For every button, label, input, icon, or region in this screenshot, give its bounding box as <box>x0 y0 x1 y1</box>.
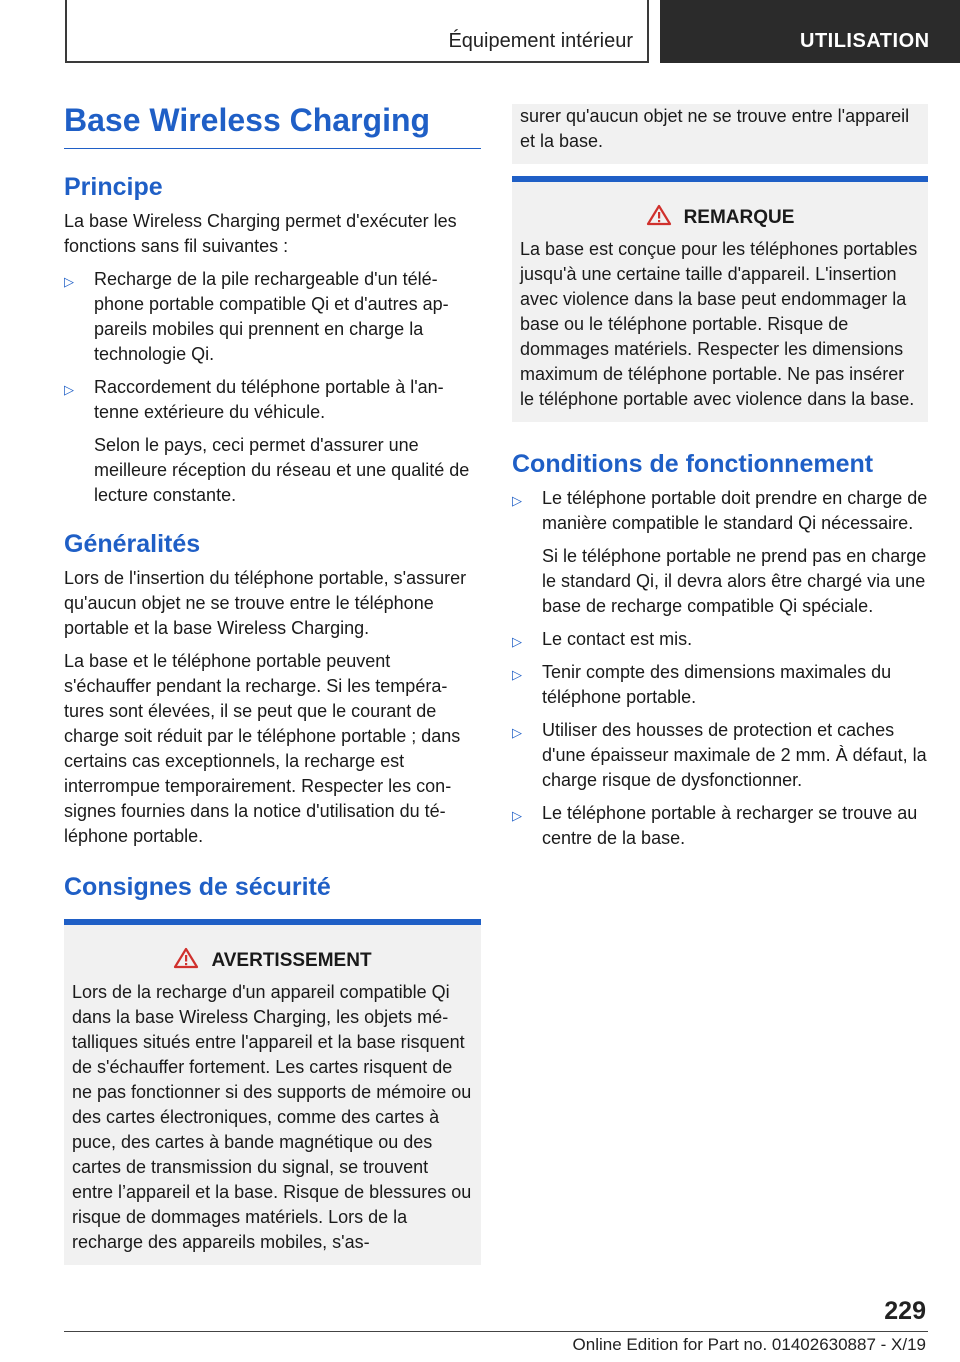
page-number: 229 <box>884 1297 926 1325</box>
list-item: ▷ Le contact est mis. <box>512 627 928 652</box>
heading-conditions: Conditions de fonctionnement <box>512 450 874 478</box>
right-column <box>512 104 928 859</box>
header-section-title: Équipement intérieur <box>448 30 633 52</box>
principe-intro: La base Wireless Charging permet d'exécuter les fonctions sans fil suivantes : <box>64 211 457 256</box>
note-text: La base est conçue pour les téléphones portables jusqu'à une certaine taille d'appareil. L'insertion avec violence dans la base peut endommager la base ou le téléphone portable. Risque de dommages matériels. Respecter les dimensions maximum de téléphone portable. Ne pas insérer le téléphone portable avec violence dans la base. <box>520 239 918 409</box>
principe-list <box>64 267 481 508</box>
note-box <box>512 176 928 422</box>
generalites-paragraph-1: Lors de l'insertion du téléphone portable, s'assurer qu'aucun objet ne se trouve entre le téléphone portable et la base Wireless Charging. <box>64 568 467 638</box>
triangle-right-icon: ▷ <box>512 725 522 740</box>
triangle-right-icon: ▷ <box>512 493 522 508</box>
warning-text: Lors de la recharge d'un appareil compatible Qi dans la base Wireless Charging, les objets métalliques situés entre l'appareil et la base risquent de s'échauffer fortement. Les cartes risquent de ne pas fonctionner si des supports de mémoire ou des cartes électroniques, comme des cartes à puce, des cartes à bande magnétique ou des cartes de transmission du signal, se trouvent entre l’appareil et la base. Risque de blessures ou risque de dommages matériels. Lors de la recharge des appareils mobiles, s'as- <box>72 982 472 1252</box>
note-title: REMARQUE <box>683 207 795 228</box>
triangle-right-icon: ▷ <box>512 808 522 823</box>
warning-triangle-icon <box>646 204 672 226</box>
warning-continuation-text: surer qu'aucun objet ne se trouve entre l'appareil et la base. <box>520 106 910 151</box>
list-item: ▷ Le téléphone portable à recharger se trouve au centre de la base. <box>512 803 918 848</box>
list-item-note: Si le téléphone portable ne prend pas en charge le standard Qi, il devra alors être chargé via une base de recharge compatible Qi spéciale. <box>542 546 927 616</box>
warning-triangle-icon <box>173 947 199 969</box>
header-section-tab <box>65 0 649 63</box>
generalites-paragraph-2: La base et le téléphone portable peuvent s'échauffer pendant la recharge. Si les températures sont élevées, il se peut que le courant de charge soit réduit par le téléphone portable ; dans certains cas exceptionnels, la recharge est interrompue temporairement. Respecter les consignes fournies dans la notice d'utilisation du téléphone portable. <box>64 651 461 846</box>
heading-principe: Principe <box>64 173 163 201</box>
list-item: ▷ Tenir compte des dimensions maximales du téléphone portable. <box>512 662 892 707</box>
note-title-row <box>520 204 920 231</box>
header-chapter-tab <box>660 0 960 63</box>
conditions-list <box>512 486 928 851</box>
header-chapter-title: UTILISATION <box>800 30 930 52</box>
list-item: ▷ Utiliser des housses de protection et caches d'une épaisseur maximale de 2 mm. À défaut, la charge risque de dysfonctionner. <box>512 720 927 790</box>
warning-box-continuation <box>512 104 928 164</box>
page-title: Base Wireless Charging <box>64 100 481 149</box>
warning-title: AVERTISSEMENT <box>211 950 372 971</box>
footer-edition: Online Edition for Part no. 01402630887 - X/19 <box>572 1335 926 1354</box>
triangle-right-icon: ▷ <box>64 274 74 289</box>
left-column <box>64 100 481 1265</box>
list-item: ▷ Raccordement du téléphone portable à l'antenne extérieure du véhicule. Selon le pays, ceci permet d'assurer une meilleure réception du réseau et une qualité de lecture constante. <box>64 375 481 508</box>
warning-box <box>64 919 481 1265</box>
warning-title-row <box>72 947 473 974</box>
footer-divider <box>64 1331 928 1332</box>
triangle-right-icon: ▷ <box>64 382 74 397</box>
triangle-right-icon: ▷ <box>512 634 522 649</box>
list-item: ▷ Le téléphone portable doit prendre en charge de manière compatible le standard Qi nécessaire. Si le téléphone portable ne prend pas en charge le standard Qi, il devra alors être chargé via une base de recharge compatible Qi spéciale. <box>512 486 928 619</box>
triangle-right-icon: ▷ <box>512 667 522 682</box>
heading-generalites: Généralités <box>64 530 201 558</box>
heading-securite: Consignes de sécurité <box>64 873 331 901</box>
list-item: ▷ Recharge de la pile rechargeable d'un téléphone portable compatible Qi et d'autres appareils mobiles qui prennent en charge la technologie Qi. <box>64 269 449 364</box>
list-item-note: Selon le pays, ceci permet d'assurer une meilleure réception du réseau et une qualité de lecture constante. <box>94 435 470 505</box>
